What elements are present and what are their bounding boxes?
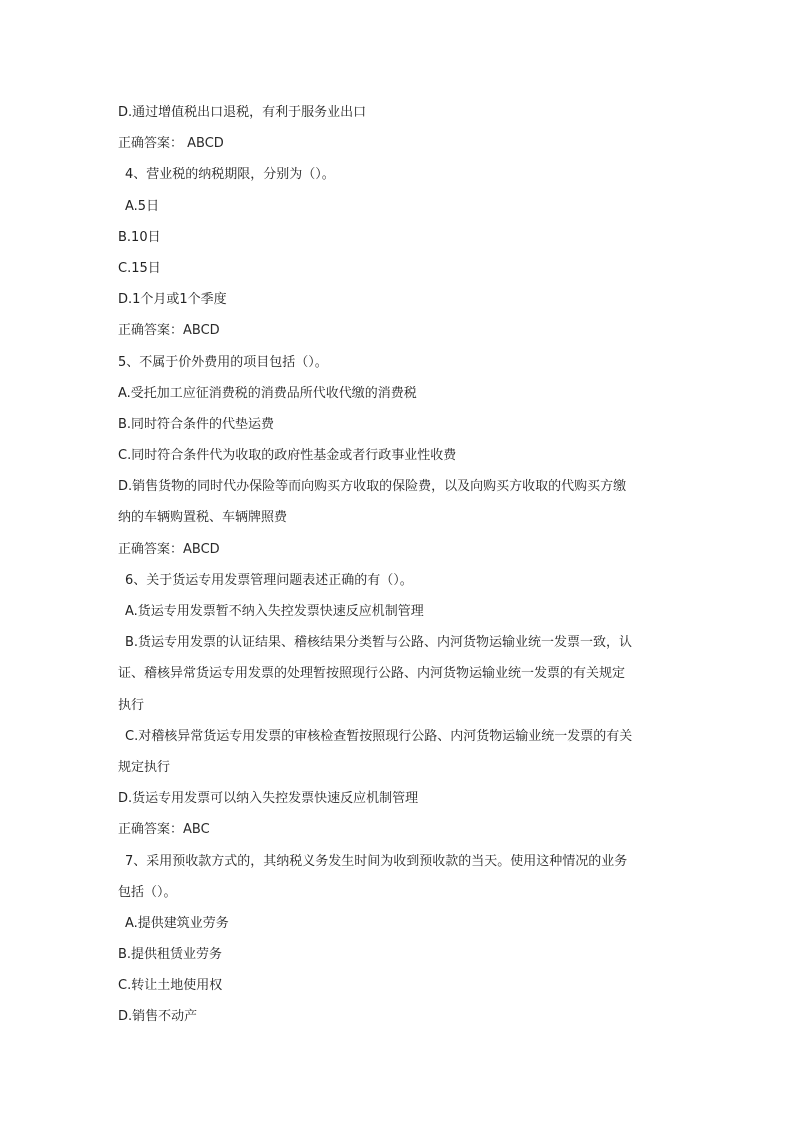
option-line: 证、稽核异常货运专用发票的处理暂按照现行公路、内河货物运输业统一发票的有关规定 — [118, 666, 626, 682]
answer-line: 正确答案：ABCD — [118, 323, 220, 339]
option-line: D.货运专用发票可以纳入失控发票快速反应机制管理 — [118, 791, 419, 807]
option-line: A.货运专用发票暂不纳入失控发票快速反应机制管理 — [125, 604, 424, 619]
question-line: 6、关于货运专用发票管理问题表述正确的有（）。 — [125, 572, 413, 588]
option-line: A.5日 — [125, 198, 160, 214]
question-line: 4、营业税的纳税期限，分别为（）。 — [125, 167, 335, 183]
answer-line: 正确答案：ABC — [118, 822, 210, 838]
option-line: 纳的车辆购置税、车辆牌照费 — [118, 510, 288, 526]
option-line: C.同时符合条件代为收取的政府性基金或者行政事业性收费 — [118, 448, 457, 464]
option-line: D.销售不动产 — [118, 1009, 198, 1025]
answer-line: 正确答案： ABCD — [118, 136, 224, 152]
option-line: D.1个月或1个季度 — [118, 292, 227, 308]
document-body — [118, 97, 680, 1033]
question-line: 包括（）。 — [118, 884, 177, 900]
question-line: 7、采用预收款方式的，其纳税义务发生时间为收到预收款的当天。使用这种情况的业务 — [125, 853, 628, 869]
option-line: C.对稽核异常货运专用发票的审核检查暂按照现行公路、内河货物运输业统一发票的有关 — [125, 728, 633, 744]
option-line: A.受托加工应征消费税的消费品所代收代缴的消费税 — [118, 385, 417, 401]
option-line: B.提供租赁业劳务 — [118, 947, 223, 963]
option-line: 执行 — [118, 697, 145, 713]
option-line: D.通过增值税出口退税，有利于服务业出口 — [118, 105, 367, 120]
option-line: B.货运专用发票的认证结果、稽核结果分类暂与公路、内河货物运输业统一发票一致，认 — [125, 635, 633, 651]
option-line: B.10日 — [118, 229, 161, 245]
option-line: D.销售货物的同时代办保险等而向购买方收取的保险费，以及向购买方收取的代购买方缴 — [118, 479, 627, 495]
option-line: 规定执行 — [118, 759, 171, 775]
option-line: A.提供建筑业劳务 — [125, 915, 229, 931]
option-line: B.同时符合条件的代垫运费 — [118, 416, 275, 432]
option-line: C.15日 — [118, 260, 161, 276]
question-line: 5、不属于价外费用的项目包括（）。 — [118, 354, 328, 370]
option-line: C.转让土地使用权 — [118, 978, 223, 994]
answer-line: 正确答案：ABCD — [118, 541, 220, 557]
